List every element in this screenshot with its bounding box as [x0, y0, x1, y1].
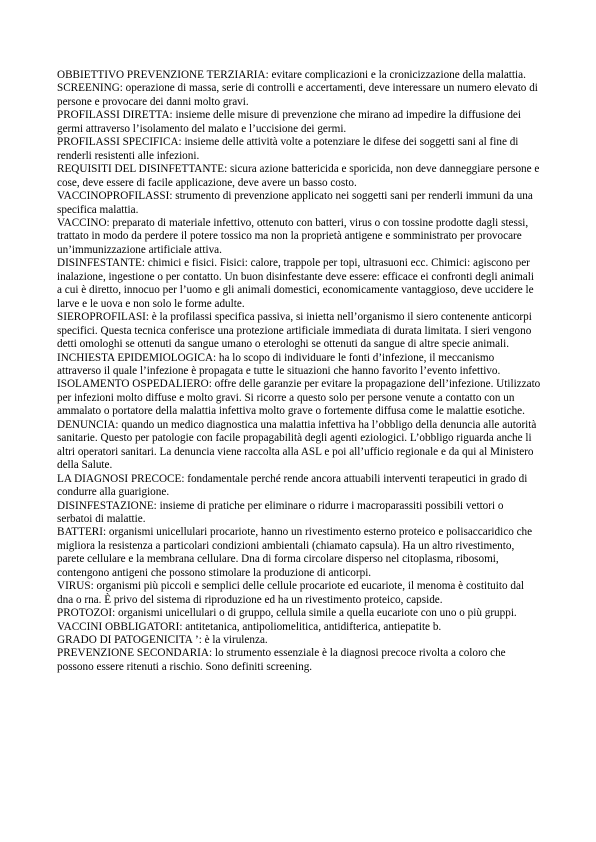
entry-vaccino: VACCINO: preparato di materiale infettivo, ottenuto con batteri, virus o con tossine prodotte dagli stessi, trattato in modo da perdere il potere tossico ma non la proprietà antigene e somministrato per provocare un’immunizzazione artificiale attiva.: [57, 216, 529, 256]
entry-screening: SCREENING: operazione di massa, serie di controlli e accertamenti, deve interessare un numero elevato di persone e provocare dei danni molto gravi.: [57, 82, 538, 108]
entry-inchiesta-epidemiologica: INCHIESTA EPIDEMIOLOGICA: ha lo scopo di individuare le fonti d’infezione, il meccanismo attraverso il quale l’infezione è propagata e tutte le situazioni che hanno favorito l’evento infettivo.: [57, 351, 501, 377]
entry-protozoi: PROTOZOI: organismi unicellulari o di gruppo, cellula simile a quella eucariote con uno o più gruppi.: [57, 607, 517, 620]
entry-prevenzione-terziaria: OBBIETTIVO PREVENZIONE TERZIARIA: evitare complicazioni e la cronicizzazione della malattia.: [57, 69, 526, 81]
entry-disinfestante: DISINFESTANTE: chimici e fisici. Fisici: calore, trappole per topi, ultrasuoni ecc. Chimici: agiscono per inalazione, ingestione o per contatto. Un buon disinfestante deve essere: efficace ei confronti degli animali a cui è diretto, innocuo per l’uomo e gli animali domestici, economicamente vantaggioso, deve uccidere le larve e le uova e non solo le forme adulte.: [57, 257, 534, 310]
entry-disinfestazione: DISINFESTAZIONE: insieme di pratiche per eliminare o ridurre i macroparassiti possibili vettori o serbatoi di malattie.: [57, 499, 504, 525]
entry-vaccinoprofilassi: VACCINOPROFILASSI: strumento di prevenzione applicato nei soggetti sani per renderli immuni da una specifica malattia.: [57, 190, 533, 216]
entry-prevenzione-secondaria: PREVENZIONE SECONDARIA: lo strumento essenziale è la diagnosi precoce rivolta a coloro che possono essere ritenuti a rischio. Sono definiti screening.: [57, 647, 506, 673]
entry-profilassi-specifica: PROFILASSI SPECIFICA: insieme delle attività volte a potenziare le difese dei soggetti sani al fine di renderli resistenti alle infezioni.: [57, 136, 519, 162]
entry-denuncia: DENUNCIA: quando un medico diagnostica una malattia infettiva ha l’obbligo della denuncia alle autorità sanitarie. Questo per patologie con facile propagabilità degli agenti eziologici. L’obbligo riguarda anche li altri operatori sanitari. La denuncia viene raccolta alla ASL e poi all’ufficio regionale e da qui al Ministero della Salute.: [57, 418, 537, 472]
entry-grado-patogenicita: GRADO DI PATOGENICITA ’: è la virulenza.: [57, 634, 268, 647]
entry-profilassi-diretta: PROFILASSI DIRETTA: insieme delle misure di prevenzione che mirano ad impedire la diffusione dei germi attraverso l’isolamento del malato e l’uccisione dei germi.: [57, 109, 522, 135]
entry-isolamento-ospedaliero: ISOLAMENTO OSPEDALIERO: offre delle garanzie per evitare la propagazione dell’infezione. Utilizzato per infezioni molto diffuse e molto gravi. Si ricorre a questo solo per persone venute a contatto con un ammalato o portatore della malattia infettiva molto grave o fortemente diffusa come le malattie esotiche.: [57, 378, 541, 418]
document-body: [57, 69, 541, 674]
entry-virus: VIRUS: organismi più piccoli e semplici delle cellule procariote ed eucariote, il menoma è costituito dal dna o rna. È privo del sistema di riproduzione ed ha un rivestimento proteico, capside.: [57, 580, 525, 606]
entry-diagnosi-precoce: LA DIAGNOSI PRECOCE: fondamentale perché rende ancora attuabili interventi terapeutici in grado di condurre alla guarigione.: [57, 472, 528, 499]
entry-vaccini-obbligatori: VACCINI OBBLIGATORI: antitetanica, antipoliomelitica, antidifterica, antiepatite b.: [57, 620, 442, 633]
entry-sieroprofilasi: SIEROPROFILASI: è la profilassi specifica passiva, si inietta nell’organismo il siero contenente anticorpi specifici. Questa tecnica conferisce una protezione artificiale immediata di durata limitata. I sieri vengono detti omologhi se ottenuti da sangue umano o eterologhi se ottenuti da sangue di altre specie animali.: [57, 311, 532, 351]
entry-requisiti-disinfettante: REQUISITI DEL DISINFETTANTE: sicura azione battericida e sporicida, non deve danneggiare persone e cose, deve essere di facile applicazione, deve avere un basso costo.: [57, 163, 540, 189]
entry-batteri: BATTERI: organismi unicellulari procariote, hanno un rivestimento esterno proteico e polisaccaridico che migliora la resistenza a particolari condizioni ambientali (chiamato capsula). Ha un altro rivestimento, parete cellulare e la membrana cellulare. Dna di forma circolare disperso nel citoplasma, ribosomi, contengono antigeni che possono stimolare la produzione di anticorpi.: [57, 526, 533, 579]
